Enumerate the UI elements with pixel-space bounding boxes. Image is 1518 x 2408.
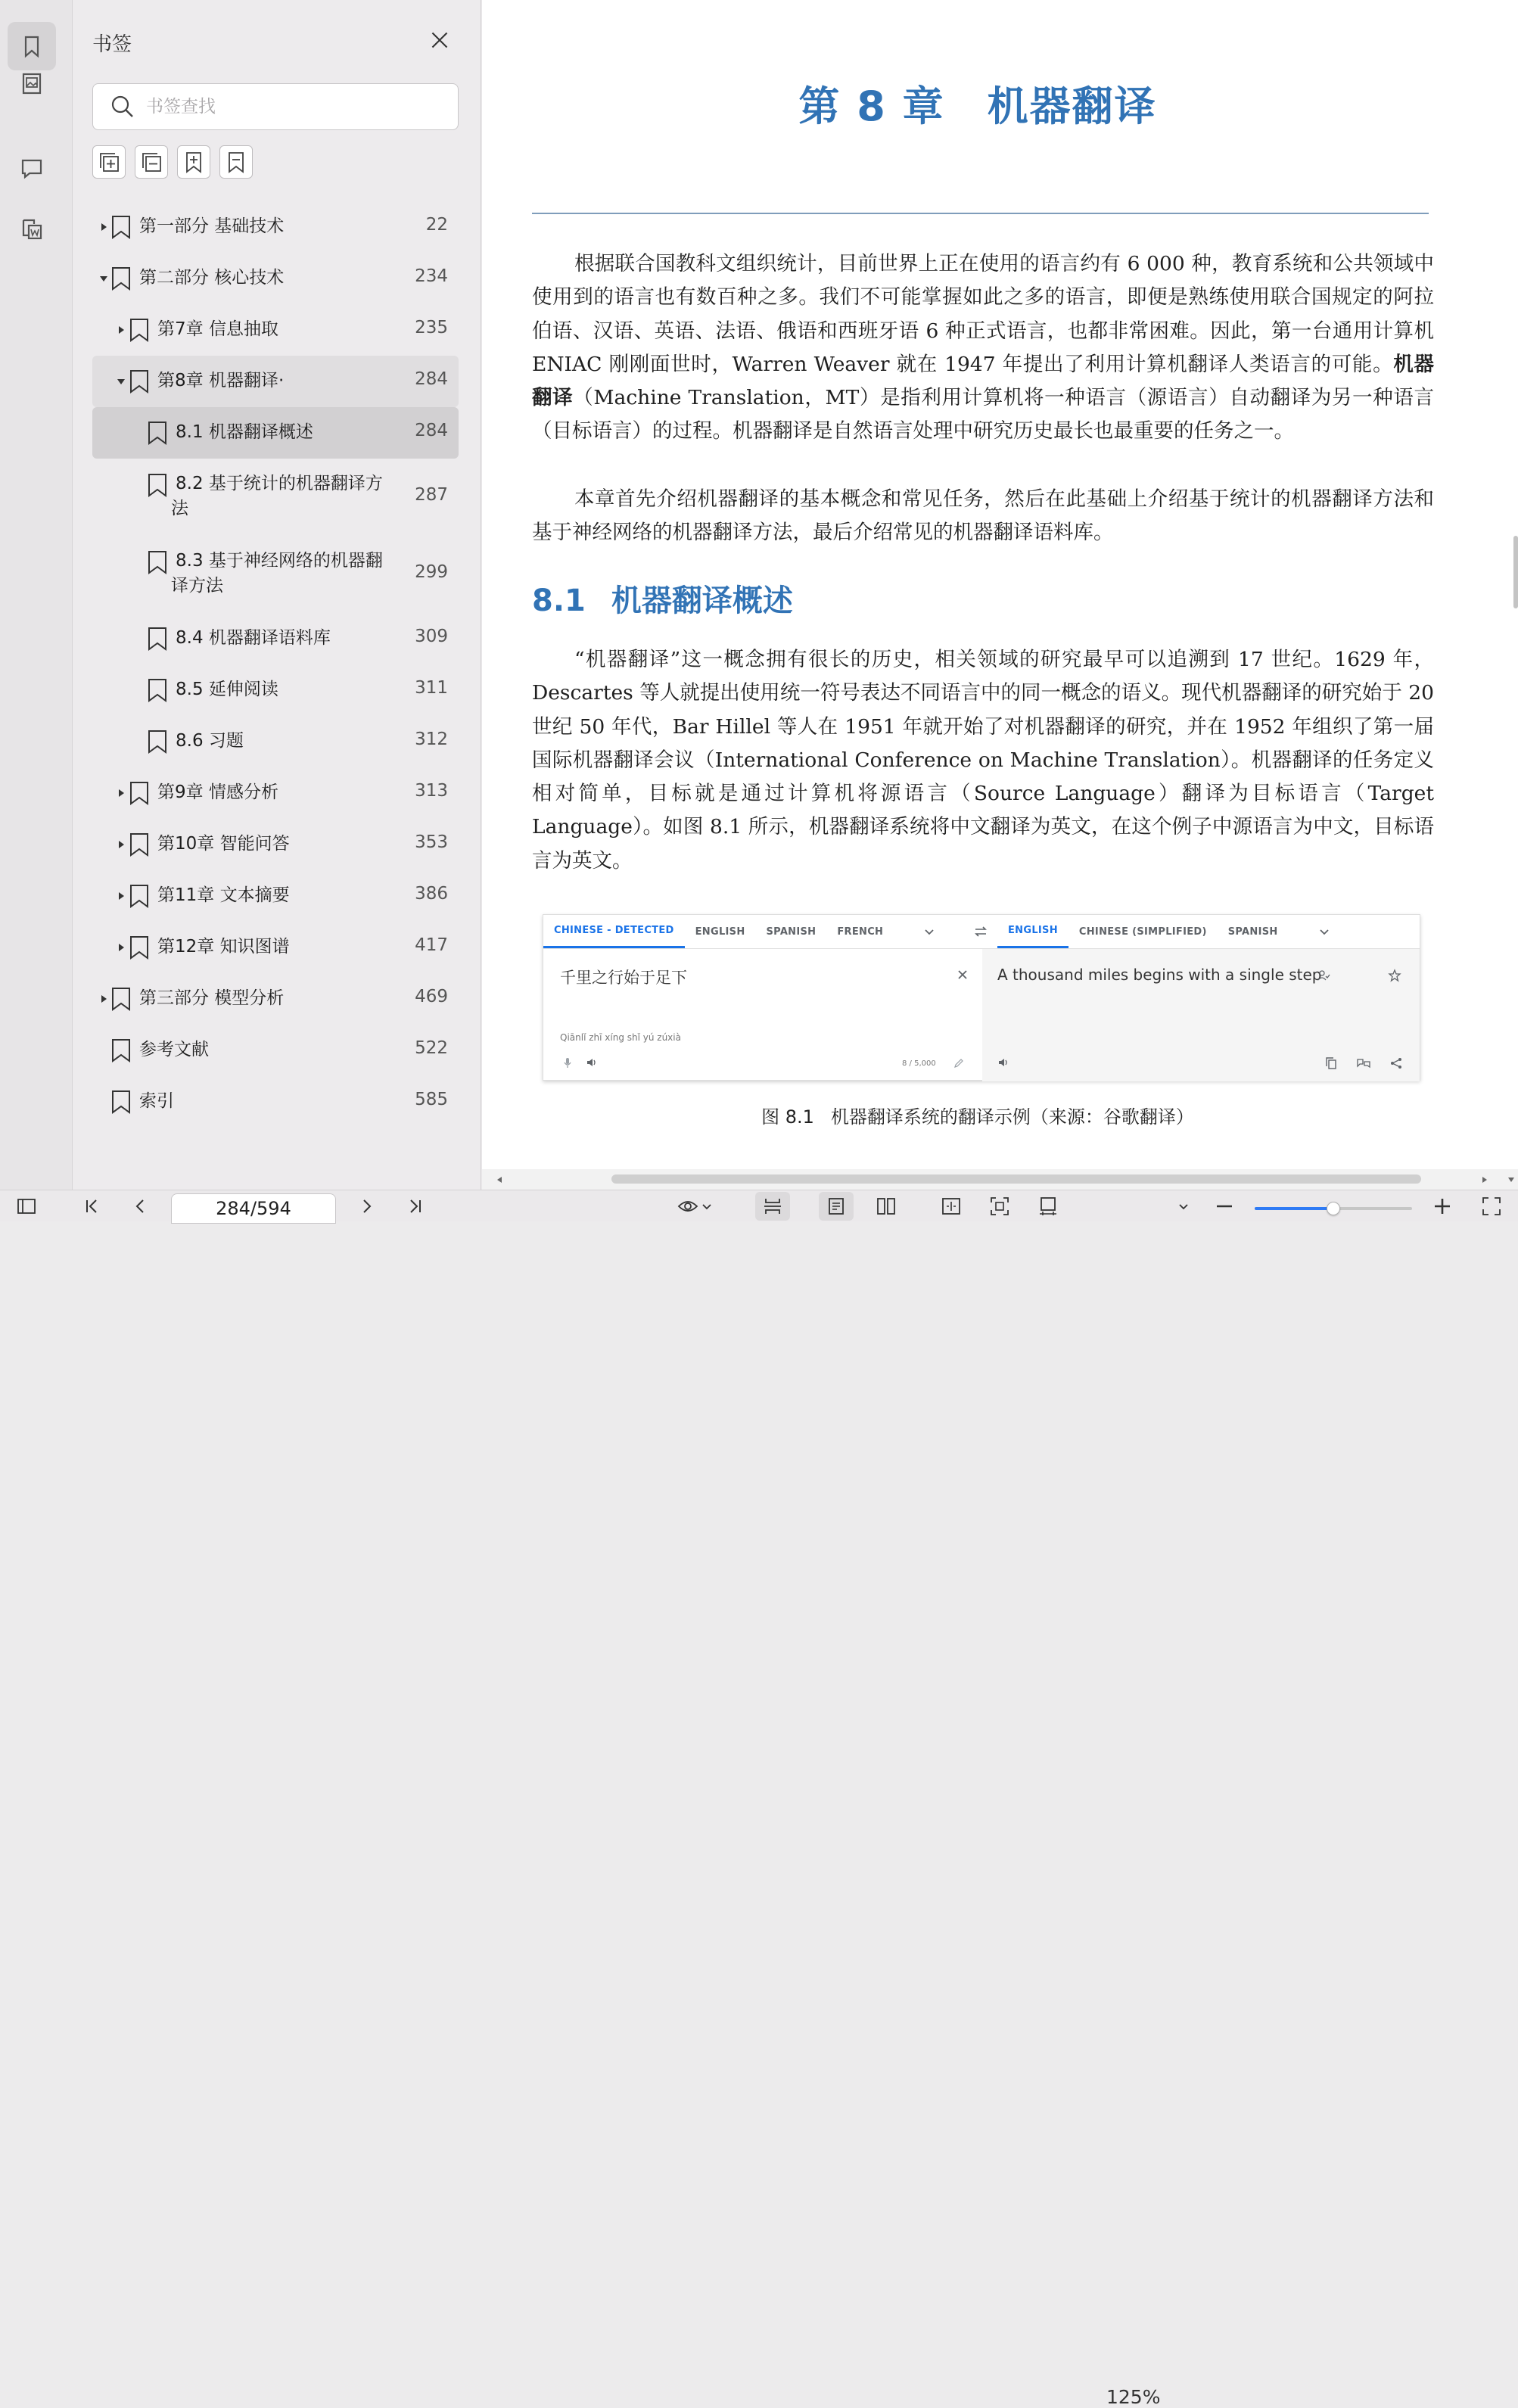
- bookmark-label: 第8章 机器翻译·: [157, 371, 285, 390]
- next-page-button[interactable]: [351, 1190, 383, 1222]
- bookmark-icon: [19, 33, 45, 59]
- bookmark-label: 参考文献: [139, 1040, 209, 1059]
- bookmark-label-wrap: 译方法: [171, 576, 223, 596]
- bookmark-item-selected[interactable]: [92, 407, 459, 459]
- caret-down-icon[interactable]: [116, 376, 126, 387]
- bookmark-item[interactable]: [92, 922, 459, 973]
- bookmark-page: 22: [425, 215, 448, 235]
- bookmark-item[interactable]: [92, 819, 459, 870]
- close-icon: [430, 30, 449, 50]
- last-page-button[interactable]: [400, 1190, 431, 1222]
- chevron-right-icon: [356, 1196, 378, 1217]
- bookmark-page: 313: [415, 781, 448, 801]
- caret-right-icon[interactable]: [116, 942, 126, 953]
- bookmark-page: 235: [415, 318, 448, 338]
- bookmark-item[interactable]: [92, 201, 459, 253]
- caret-right-icon[interactable]: [98, 222, 109, 232]
- attachment-doc-icon: [19, 216, 45, 241]
- bookmark-icon: [147, 472, 168, 498]
- caret-down-icon[interactable]: [98, 273, 109, 284]
- bookmark-page: 299: [415, 562, 448, 582]
- speaker-icon: [586, 1056, 598, 1069]
- dst-lang-tab: SPANISH: [1227, 926, 1278, 938]
- bookmark-icon: [129, 883, 150, 909]
- bookmark-label: 第三部分 模型分析: [139, 988, 285, 1008]
- zoom-slider-fill: [1255, 1207, 1333, 1210]
- sidebar-toggle-icon: [16, 1196, 37, 1217]
- bookmark-item[interactable]: [92, 536, 459, 613]
- zoom-in-button[interactable]: [1427, 1190, 1457, 1222]
- chevron-down-icon: [1178, 1201, 1189, 1212]
- bookmark-item[interactable]: [92, 1025, 459, 1076]
- attachments-panel-button[interactable]: [8, 204, 56, 253]
- src-lang-tab: ENGLISH: [695, 926, 745, 938]
- chevron-down-icon: [701, 1201, 712, 1212]
- chapter-title: 第 8 章 机器翻译: [798, 82, 1157, 130]
- bookmark-search-box: [92, 83, 459, 130]
- bookmark-search-input[interactable]: [146, 97, 434, 117]
- translation-figure: [543, 914, 1420, 1081]
- bookmark-item[interactable]: [92, 767, 459, 819]
- toggle-sidebar-button[interactable]: [11, 1190, 42, 1222]
- collapse-all-button[interactable]: [135, 145, 168, 179]
- bookmark-label: 第11章 文本摘要: [157, 885, 290, 905]
- bookmark-item[interactable]: [92, 716, 459, 767]
- bookmark-page: 469: [415, 987, 448, 1006]
- caption-number: 图 8.1: [761, 1106, 814, 1128]
- bookmark-label: 索引: [139, 1091, 174, 1111]
- fit-page-icon: [989, 1196, 1010, 1217]
- source-language-tabs: [543, 915, 935, 948]
- two-page-icon: [876, 1196, 897, 1217]
- plus-icon: [1432, 1196, 1453, 1217]
- bookmark-label: 8.5 延伸阅读: [176, 680, 278, 699]
- bookmark-icon: [129, 369, 150, 394]
- src-lang-tab: SPANISH: [766, 926, 817, 938]
- bookmark-label: 8.4 机器翻译语料库: [176, 628, 331, 648]
- bookmark-tools: [92, 145, 253, 179]
- bookmark-item[interactable]: [92, 1076, 459, 1128]
- chevron-left-icon: [129, 1196, 151, 1217]
- bookmark-item[interactable]: [92, 870, 459, 922]
- bookmark-page: 312: [415, 730, 448, 749]
- bookmark-page: 311: [415, 678, 448, 698]
- left-icon-rail: [0, 0, 73, 1190]
- bookmark-tree: [92, 201, 459, 1128]
- bookmark-label: 8.3 基于神经网络的机器翻: [176, 551, 383, 571]
- scroll-left-icon[interactable]: [495, 1175, 504, 1184]
- eye-icon: [677, 1196, 698, 1217]
- copy-icon: [1324, 1056, 1338, 1070]
- chevron-down-icon: [924, 926, 935, 937]
- paragraph-history: “机器翻译”这一概念拥有很长的历史，相关领域的研究最早可以追溯到 17 世纪。1629 年，Descartes 等人就提出使用统一符号表达不同语言中的同一概念的语义。现代机器翻译的研究始于 20 世纪 50 年代，Bar Hillel 等人在 1951 年就开始了对机器翻译的研究，并在 1952 年组织了第一届国际机器翻译会议（International Conference on Machine Translation）。机器翻译的任务定义相对简单，目标就是通过计算机将源语言（Source Language）翻译为目标语言（Target Language）。如图 8.1 所示，机器翻译系统将中文翻译为英文，在这个例子中源语言为中文，目标语言为英文。: [532, 648, 1434, 873]
- zoom-dropdown-button[interactable]: [1173, 1190, 1194, 1222]
- section-number: 8.1: [532, 583, 586, 618]
- feedback-icon: [1356, 1056, 1371, 1070]
- page-number-input[interactable]: 284/594: [171, 1193, 336, 1224]
- bookmark-item[interactable]: [92, 459, 459, 536]
- bookmark-icon: [147, 549, 168, 575]
- paragraph-text: 根据联合国教科文组织统计，目前世界上正在使用的语言约有 6 000 种，教育系统和公共领域中使用到的语言也有数百种之多。我们不可能掌握如此之多的语言，即便是熟练使用联合国规定的阿拉伯语、汉语、英语、法语、俄语和西班牙语 6 种正式语言，也都非常困难。因此，第一台通用计算机 ENIAC 刚刚面世时，Warren Weaver 就在 1947 年提出了利用计算机翻译人类语言的可能。: [532, 252, 1434, 376]
- collapse-all-icon: [139, 150, 163, 174]
- zoom-out-button[interactable]: [1209, 1190, 1240, 1222]
- bookmark-page: 284: [415, 421, 448, 440]
- caret-right-icon[interactable]: [116, 839, 126, 850]
- bookmark-icon: [110, 986, 132, 1012]
- bookmark-page: 585: [415, 1090, 448, 1109]
- actual-size-button[interactable]: [1031, 1190, 1065, 1222]
- star-icon: [1388, 969, 1401, 982]
- last-page-icon: [405, 1196, 426, 1217]
- bookmark-icon: [110, 214, 132, 240]
- figure-caption: [482, 1102, 1473, 1128]
- bookmark-sidebar: [73, 0, 481, 1190]
- fullscreen-icon: [1481, 1196, 1502, 1217]
- dst-lang-tab: ENGLISH: [997, 915, 1069, 948]
- scroll-right-icon[interactable]: [1480, 1175, 1489, 1184]
- chapter-divider: [532, 213, 1429, 214]
- bookmark-icon: [110, 1038, 132, 1063]
- single-page-button[interactable]: [819, 1192, 854, 1221]
- minus-icon: [1214, 1196, 1235, 1217]
- bookmark-label: 8.1 机器翻译概述: [176, 422, 313, 442]
- bold-term: 机器翻译: [532, 352, 1435, 410]
- actual-size-icon: [1037, 1196, 1059, 1217]
- bookmark-page: 353: [415, 832, 448, 852]
- remove-bookmark-icon: [224, 150, 248, 174]
- search-icon: [110, 94, 135, 120]
- chevron-down-icon: [1319, 926, 1330, 937]
- fit-width-icon: [941, 1196, 962, 1217]
- paragraph-intro: [532, 247, 1434, 449]
- speaker-icon: [997, 1056, 1009, 1069]
- section-title: 机器翻译概述: [611, 583, 793, 618]
- sidebar-title: 书签: [92, 33, 132, 56]
- first-page-button[interactable]: [76, 1190, 107, 1222]
- vertical-scrollbar[interactable]: [1513, 536, 1518, 608]
- close-sidebar-button[interactable]: [428, 29, 451, 51]
- edit-pencil-icon: [953, 1058, 964, 1069]
- bookmark-label-wrap: 法: [171, 499, 188, 518]
- clear-icon: [957, 969, 969, 981]
- image-thumbnail-icon: [19, 70, 45, 96]
- bookmark-label: 第一部分 基础技术: [139, 216, 285, 236]
- bookmark-icon: [147, 626, 168, 652]
- bookmark-page: 284: [415, 369, 448, 389]
- paragraph-overview: 本章首先介绍机器翻译的基本概念和常见任务，然后在此基础上介绍基于统计的机器翻译方法和基于神经网络的机器翻译方法，最后介绍常见的机器翻译语料库。: [532, 487, 1434, 545]
- bookmark-item[interactable]: [92, 973, 459, 1025]
- src-lang-tab: FRENCH: [837, 926, 884, 938]
- fullscreen-button[interactable]: [1476, 1190, 1507, 1222]
- pinyin-text: Qiānlǐ zhī xíng shǐ yú zúxià: [560, 1032, 681, 1043]
- zoom-slider-knob[interactable]: [1327, 1202, 1340, 1215]
- bookmark-item[interactable]: [92, 304, 459, 356]
- scroll-down-icon[interactable]: [1507, 1175, 1516, 1184]
- caret-right-icon[interactable]: [116, 325, 126, 335]
- caret-right-icon[interactable]: [116, 788, 126, 798]
- thumbnails-panel-button[interactable]: [8, 59, 56, 107]
- translated-text: A thousand miles begins with a single step: [997, 966, 1322, 984]
- bookmark-label: 第9章 情感分析: [157, 782, 278, 802]
- expand-all-icon: [97, 150, 121, 174]
- bookmark-icon: [147, 677, 168, 703]
- caret-right-icon[interactable]: [116, 891, 126, 901]
- remove-bookmark-button[interactable]: [219, 145, 253, 179]
- zoom-level[interactable]: 125%: [1106, 2386, 1161, 2408]
- continuous-scroll-icon: [762, 1196, 783, 1217]
- target-language-tabs: [997, 915, 1330, 948]
- bookmark-icon: [147, 729, 168, 754]
- fit-width-button[interactable]: [934, 1190, 969, 1222]
- share-icon: [1389, 1056, 1403, 1070]
- bookmark-item-expanded[interactable]: [92, 356, 459, 407]
- comments-panel-button[interactable]: [8, 144, 56, 192]
- bookmark-icon: [129, 935, 150, 960]
- bookmark-label: 8.2 基于统计的机器翻译方: [176, 474, 383, 493]
- character-count: 8 / 5,000: [902, 1059, 936, 1068]
- caret-right-icon[interactable]: [98, 994, 109, 1004]
- comment-icon: [19, 155, 45, 181]
- add-bookmark-icon: [182, 150, 206, 174]
- src-lang-tab: CHINESE - DETECTED: [543, 915, 685, 948]
- dst-lang-tab: CHINESE (SIMPLIFIED): [1078, 926, 1207, 938]
- bookmark-label: 第7章 信息抽取: [157, 319, 278, 339]
- expand-all-button[interactable]: [92, 145, 126, 179]
- two-page-button[interactable]: [869, 1190, 904, 1222]
- bookmark-icon: [129, 832, 150, 857]
- bookmark-page: 234: [415, 266, 448, 286]
- source-text-pane: [543, 948, 982, 1081]
- document-page: [482, 0, 1518, 1169]
- bookmark-page: 417: [415, 935, 448, 955]
- bookmark-item[interactable]: [92, 664, 459, 716]
- bookmark-page: 522: [415, 1038, 448, 1058]
- bookmark-label: 第12章 知识图谱: [157, 937, 290, 957]
- bookmark-label: 8.6 习题: [176, 731, 244, 751]
- bookmark-page: 386: [415, 884, 448, 904]
- paragraph-text: （Machine Translation，MT）是指利用计算机将一种语言（源语言）自动翻译为另一种语言（目标语言）的过程。机器翻译是自然语言处理中研究历史最长也最重要的任务之一。: [532, 386, 1434, 443]
- swap-languages-icon: [973, 924, 988, 939]
- translated-text-pane: [982, 948, 1420, 1081]
- bookmark-item[interactable]: [92, 613, 459, 664]
- view-mode-dropdown[interactable]: [670, 1190, 719, 1222]
- bookmark-page: 309: [415, 627, 448, 646]
- microphone-icon: [561, 1056, 574, 1069]
- bookmark-label: 第二部分 核心技术: [139, 268, 285, 288]
- add-bookmark-button[interactable]: [177, 145, 210, 179]
- fit-page-button[interactable]: [982, 1190, 1017, 1222]
- continuous-scroll-button[interactable]: [755, 1192, 790, 1221]
- bookmark-page: 287: [415, 485, 448, 505]
- single-page-icon: [826, 1196, 847, 1217]
- source-text: 千里之行始于足下: [560, 969, 687, 987]
- horizontal-scrollbar-thumb[interactable]: [611, 1174, 1421, 1184]
- bookmark-icon: [110, 1089, 132, 1115]
- bookmark-icon: [110, 266, 132, 291]
- bookmark-label: 第10章 智能问答: [157, 834, 290, 854]
- bookmark-icon: [129, 317, 150, 343]
- previous-page-button[interactable]: [124, 1190, 156, 1222]
- bookmark-item[interactable]: [92, 253, 459, 304]
- caption-text: 机器翻译系统的翻译示例（来源：谷歌翻译）: [830, 1106, 1194, 1128]
- bookmark-icon: [147, 420, 168, 446]
- community-verified-icon: [1317, 969, 1330, 982]
- first-page-icon: [81, 1196, 102, 1217]
- section-heading: [532, 577, 793, 620]
- bookmark-icon: [129, 780, 150, 806]
